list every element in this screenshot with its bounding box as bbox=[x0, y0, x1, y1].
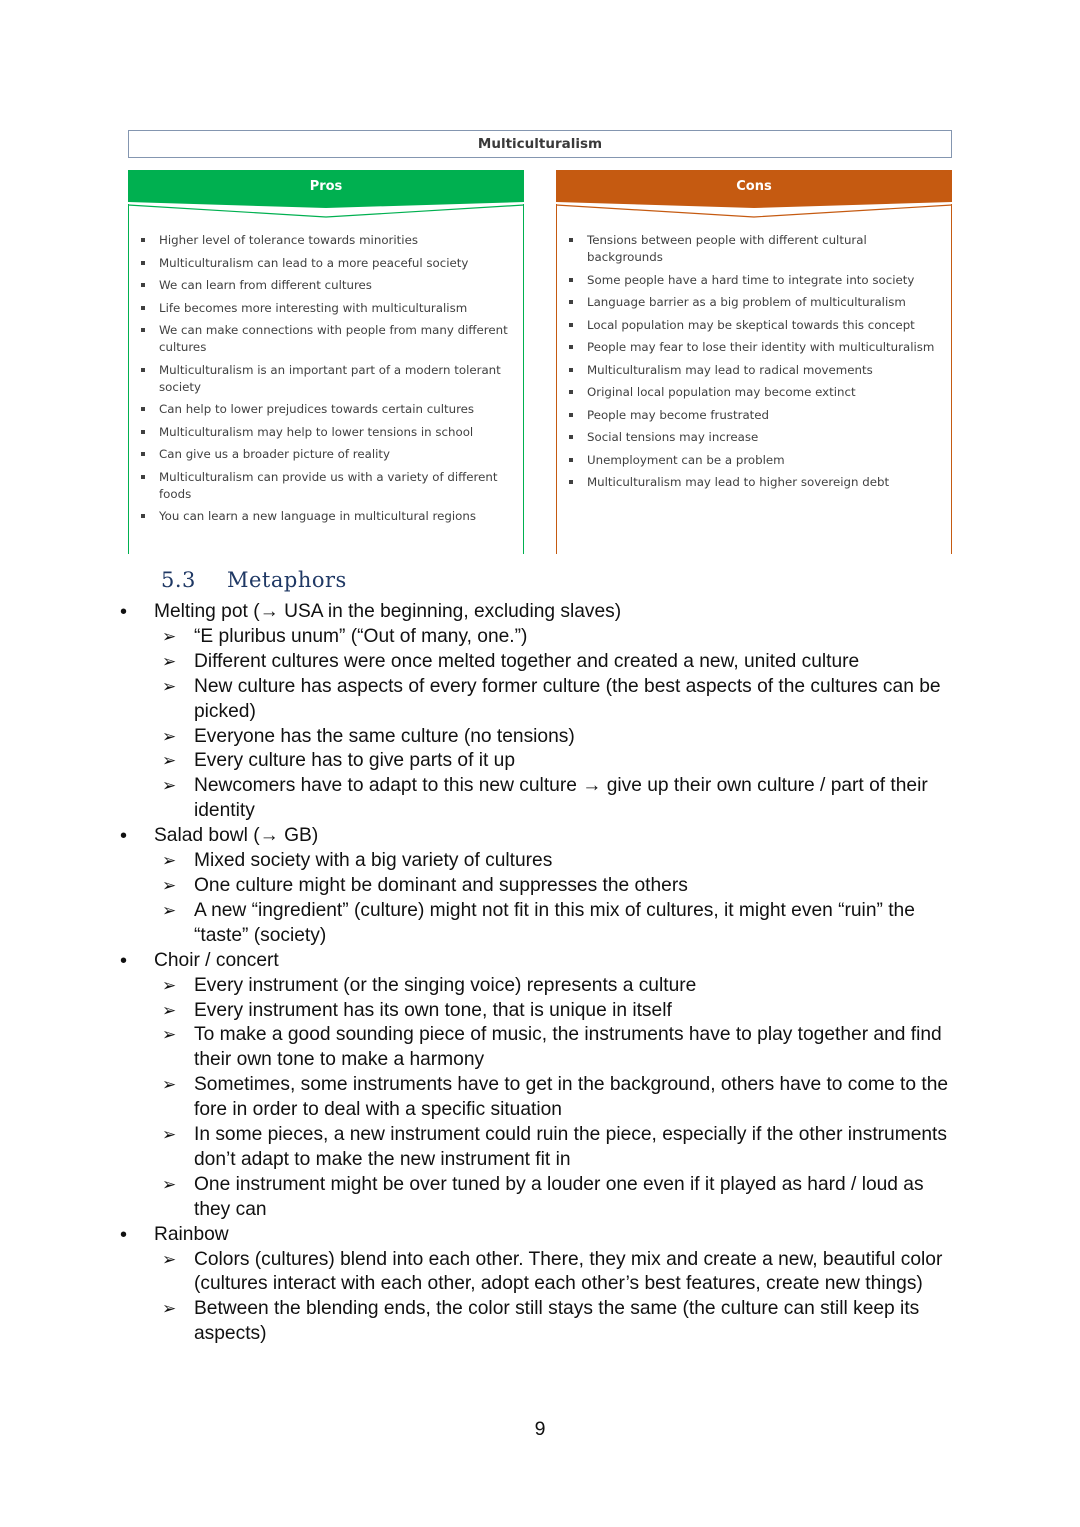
metaphor-point bbox=[120, 1073, 960, 1123]
arrow-bullet-icon: ➢ bbox=[162, 1000, 177, 1020]
cons-item: Unemployment can be a problem bbox=[569, 452, 941, 469]
metaphor-point bbox=[120, 774, 960, 824]
metaphor-point-text: One culture might be dominant and suppresses the others bbox=[194, 874, 688, 896]
metaphor-item bbox=[120, 600, 960, 824]
cons-column bbox=[556, 170, 952, 554]
metaphor-point-text: A new “ingredient” (culture) might not fit in this mix of cultures, it might even “ruin” the “taste” (society) bbox=[194, 899, 915, 946]
arrow-bullet-icon: ➢ bbox=[162, 851, 177, 871]
bullet-icon: • bbox=[120, 601, 128, 623]
metaphor-point bbox=[120, 1023, 960, 1073]
arrow-bullet-icon: ➢ bbox=[162, 1299, 177, 1319]
arrow-bullet-icon: ➢ bbox=[162, 726, 177, 746]
metaphor-point bbox=[120, 1297, 960, 1347]
cons-item: People may become frustrated bbox=[569, 407, 941, 424]
cons-list bbox=[557, 204, 951, 491]
pros-item: Multiculturalism can provide us with a variety of different foods bbox=[141, 469, 513, 503]
arrow-bullet-icon: ➢ bbox=[162, 1025, 177, 1045]
metaphor-point-text: To make a good sounding piece of music, the instruments have to play together and find their own tone to make a harmony bbox=[194, 1024, 942, 1071]
bullet-icon: • bbox=[120, 949, 128, 972]
arrow-bullet-icon: ➢ bbox=[162, 626, 177, 646]
metaphor-point-text: Mixed society with a big variety of cultures bbox=[194, 850, 553, 872]
arrow-bullet-icon: ➢ bbox=[162, 975, 177, 995]
metaphor-point-text: Every instrument has its own tone, that is unique in itself bbox=[194, 999, 672, 1021]
multiculturalism-graphic bbox=[128, 130, 952, 554]
section-number: 5.3 bbox=[161, 568, 196, 592]
cons-item: Tensions between people with different cultural backgrounds bbox=[569, 232, 941, 266]
metaphor-point-text: One instrument might be over tuned by a louder one even if it played as hard / loud as they can bbox=[194, 1173, 924, 1220]
metaphor-label: Salad bowl (→ GB) bbox=[154, 825, 319, 847]
cons-item: People may fear to lose their identity with multiculturalism bbox=[569, 339, 941, 356]
metaphor-item bbox=[120, 949, 960, 1223]
arrow-bullet-icon: ➢ bbox=[162, 776, 177, 796]
cons-body bbox=[556, 204, 952, 554]
cons-item: Original local population may become extinct bbox=[569, 384, 941, 401]
cons-heading: Cons bbox=[736, 179, 772, 194]
cons-item: Multiculturalism may lead to higher sovereign debt bbox=[569, 474, 941, 491]
metaphor-points bbox=[120, 849, 960, 949]
metaphor-point bbox=[120, 874, 960, 899]
pros-item: Can help to lower prejudices towards certain cultures bbox=[141, 401, 513, 418]
metaphor-point-text: Sometimes, some instruments have to get in the background, others have to come to the fore in order to deal with a specific situation bbox=[194, 1074, 949, 1121]
metaphor-points bbox=[120, 1248, 960, 1348]
metaphor-point-text: Everyone has the same culture (no tensions) bbox=[194, 725, 575, 747]
metaphor-point-text: Every culture has to give parts of it up bbox=[194, 750, 516, 772]
metaphor-point bbox=[120, 725, 960, 750]
metaphor-point bbox=[120, 650, 960, 675]
cons-item: Some people have a hard time to integrate into society bbox=[569, 272, 941, 289]
bullet-icon: • bbox=[120, 825, 128, 848]
metaphor-point bbox=[120, 974, 960, 999]
metaphor-point-text: Between the blending ends, the color still stays the same (the culture can still keep its aspects) bbox=[194, 1298, 920, 1345]
metaphors-list bbox=[120, 600, 960, 1347]
pros-item: We can learn from different cultures bbox=[141, 277, 513, 294]
metaphor-point bbox=[120, 849, 960, 874]
metaphor-label: Melting pot (→ USA in the beginning, excluding slaves) bbox=[154, 601, 622, 622]
metaphor-point bbox=[120, 749, 960, 774]
metaphor-label: Rainbow bbox=[154, 1223, 229, 1245]
pros-list bbox=[129, 204, 523, 525]
metaphor-point bbox=[120, 899, 960, 949]
cons-item: Social tensions may increase bbox=[569, 429, 941, 446]
cons-item: Language barrier as a big problem of multiculturalism bbox=[569, 294, 941, 311]
metaphor-point bbox=[120, 1248, 960, 1298]
metaphor-point bbox=[120, 675, 960, 725]
bullet-icon: • bbox=[120, 1223, 128, 1246]
metaphor-item bbox=[120, 824, 960, 949]
arrow-bullet-icon: ➢ bbox=[162, 875, 177, 895]
metaphor-point-text: In some pieces, a new instrument could ruin the piece, especially if the other instruments don’t adapt to make the new instrument fit in bbox=[194, 1124, 947, 1170]
pros-item: We can make connections with people from many different cultures bbox=[141, 322, 513, 356]
pros-item: Life becomes more interesting with multiculturalism bbox=[141, 300, 513, 317]
arrow-bullet-icon: ➢ bbox=[162, 651, 177, 671]
pros-heading: Pros bbox=[309, 179, 343, 194]
metaphor-points bbox=[120, 974, 960, 1223]
cons-item: Local population may be skeptical towards this concept bbox=[569, 317, 941, 334]
metaphor-point bbox=[120, 625, 960, 650]
pros-item: Can give us a broader picture of reality bbox=[141, 446, 513, 463]
arrow-bullet-icon: ➢ bbox=[162, 1075, 177, 1095]
arrow-bullet-icon: ➢ bbox=[162, 1174, 177, 1194]
pros-column bbox=[128, 170, 524, 554]
pros-item: Multiculturalism can lead to a more peaceful society bbox=[141, 255, 513, 272]
pros-item: Higher level of tolerance towards minorities bbox=[141, 232, 513, 249]
metaphor-point bbox=[120, 1173, 960, 1223]
pros-body bbox=[128, 204, 524, 554]
arrow-bullet-icon: ➢ bbox=[162, 1125, 177, 1145]
pros-header bbox=[128, 170, 524, 204]
metaphor-point-text: Colors (cultures) blend into each other. There, they mix and create a new, beautiful color (cultures interact with each other, adopt each other’s best features, create new things) bbox=[194, 1248, 943, 1295]
page-number: 9 bbox=[534, 1418, 546, 1440]
pros-item: Multiculturalism is an important part of a modern tolerant society bbox=[141, 362, 513, 396]
metaphor-point-text: Different cultures were once melted together and created a new, united culture bbox=[194, 650, 860, 672]
metaphor-point-text: “E pluribus unum” (“Out of many, one.”) bbox=[194, 625, 528, 647]
metaphor-label: Choir / concert bbox=[154, 949, 279, 971]
cons-item: Multiculturalism may lead to radical movements bbox=[569, 362, 941, 379]
metaphor-point bbox=[120, 1123, 960, 1173]
cons-header bbox=[556, 170, 952, 204]
graphic-title: Multiculturalism bbox=[128, 130, 952, 158]
pros-item: You can learn a new language in multicultural regions bbox=[141, 508, 513, 525]
arrow-bullet-icon: ➢ bbox=[162, 676, 177, 696]
pros-item: Multiculturalism may help to lower tensions in school bbox=[141, 424, 513, 441]
arrow-bullet-icon: ➢ bbox=[162, 900, 177, 920]
metaphor-points bbox=[120, 625, 960, 824]
metaphor-item bbox=[120, 1223, 960, 1348]
metaphor-point-text: New culture has aspects of every former culture (the best aspects of the cultures can be picked) bbox=[194, 675, 941, 722]
section-title: Metaphors bbox=[227, 568, 347, 592]
metaphor-point bbox=[120, 999, 960, 1024]
metaphor-point-text: Newcomers have to adapt to this new culture → give up their own culture / part of their identity bbox=[194, 775, 928, 822]
metaphor-point-text: Every instrument (or the singing voice) represents a culture bbox=[194, 974, 697, 996]
arrow-bullet-icon: ➢ bbox=[162, 751, 177, 771]
section-heading bbox=[161, 568, 347, 592]
arrow-bullet-icon: ➢ bbox=[162, 1249, 177, 1269]
